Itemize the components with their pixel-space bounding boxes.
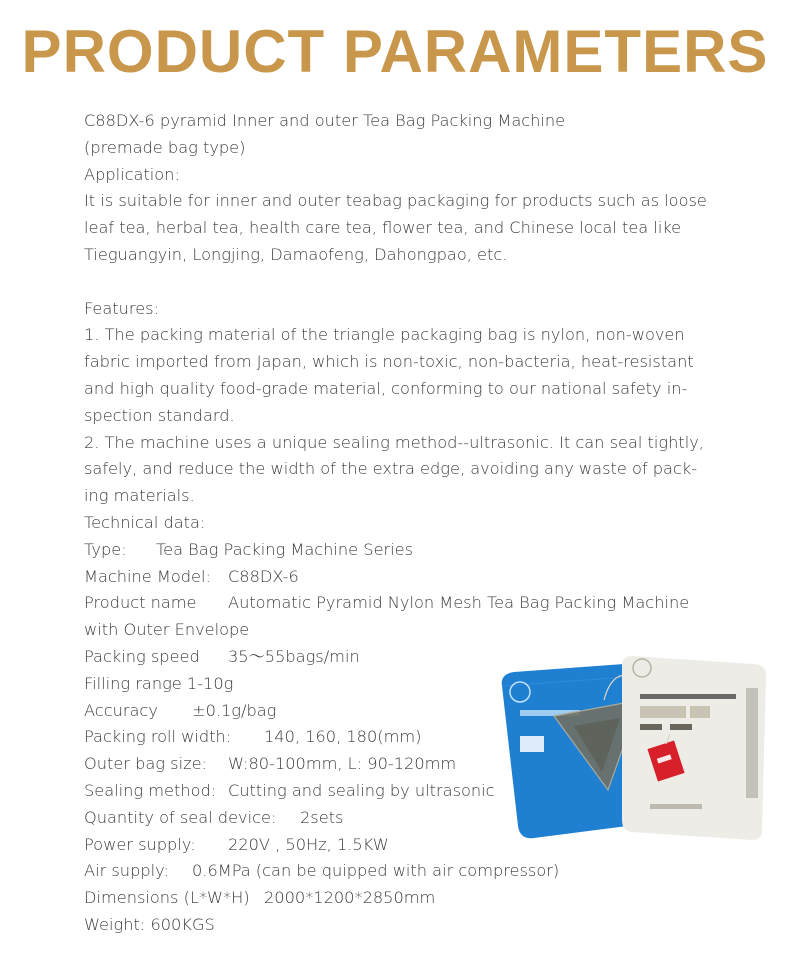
spec-dimensions [84,885,724,912]
spec-label: Machine Model: [84,566,211,586]
spec-label: Product name [84,593,197,613]
spec-label: Outer bag size: [84,754,208,774]
spec-value: Cutting and sealing by ultrasonic [228,780,495,800]
tea-bag-illustration [490,652,780,842]
spec-product-name-cont: with Outer Envelope [84,620,250,640]
feature-line: spection standard. [84,405,235,425]
spec-value: 2sets [300,807,344,827]
application-line: leaf tea, herbal tea, health care tea, flower tea, and Chinese local tea like [84,218,682,238]
spacer [84,269,724,296]
spec-label: Air supply: [84,861,169,881]
spec-label: Quantity of seal device: [84,807,277,827]
spec-value: 2000*1200*2850mm [264,888,436,908]
intro-line: (premade bag type) [84,137,246,157]
intro-line: C88DX-6 pyramid Inner and outer Tea Bag Packing Machine [84,111,566,130]
spec-label: Type: [84,539,127,559]
spec-value: W:80-100mm, L: 90-120mm [228,754,457,774]
blue-bag-label [520,736,544,752]
feature-line: ing materials. [84,486,195,506]
spec-value: 1-10g [186,673,234,693]
tea-bag-product-photo [490,652,780,842]
feature-line: safely, and reduce the width of the extra edge, avoiding any waste of pack- [84,459,698,479]
spec-value: 220V , 50Hz, 1.5KW [228,834,389,854]
spec-value: 600KGS [150,914,215,934]
spec-value: 35～55bags/min [228,646,360,666]
spec-label: Weight: [84,914,146,934]
features-heading: Features: [84,298,160,318]
spec-air [84,858,724,885]
spec-label: Packing roll width: [84,727,232,747]
spec-label: Packing speed [84,646,200,666]
spec-value: 140, 160, 180(mm) [264,727,422,747]
application-line: It is suitable for inner and outer teabag packaging for products such as loose [84,191,707,211]
feature-line: 1. The packing material of the triangle packaging bag is nylon, non-woven [84,325,685,345]
white-envelope [622,656,766,840]
spec-product-name [84,590,724,617]
white-bag-label [670,724,692,730]
application-line: Tieguangyin, Longjing, Damaofeng, Dahongpao, etc. [84,244,508,264]
spec-value: C88DX-6 [228,566,299,586]
spec-value: Automatic Pyramid Nylon Mesh Tea Bag Packing Machine [228,593,690,613]
spec-label: Accuracy [84,700,158,720]
spec-type [84,537,724,564]
feature-line: 2. The machine uses a unique sealing method--ultrasonic. It can seal tightly, [84,432,704,452]
white-bag-label [690,706,710,718]
white-bag-label [640,694,736,699]
spec-weight [84,912,724,939]
spec-value: Tea Bag Packing Machine Series [156,539,414,559]
feature-line: and high quality food-grade material, conforming to our national safety in- [84,378,688,398]
white-bag-side-band [746,688,758,798]
white-bag-label [640,706,686,718]
feature-line: fabric imported from Japan, which is non-toxic, non-bacteria, heat-resistant [84,352,694,372]
white-bag-label [650,804,702,809]
spec-value: 0.6MPa (can be quipped with air compressor) [192,861,560,881]
spec-model [84,564,724,591]
spec-label: Sealing method: [84,780,217,800]
page-title: PRODUCT PARAMETERS [21,18,769,85]
application-heading: Application: [84,164,180,184]
white-bag-label [640,724,662,730]
spec-label: Filling range [84,673,182,693]
spec-label: Power supply: [84,834,196,854]
spec-label: Dimensions (L*W*H) [84,888,250,908]
spec-value: ±0.1g/bag [192,700,277,720]
technical-heading: Technical data: [84,512,206,532]
